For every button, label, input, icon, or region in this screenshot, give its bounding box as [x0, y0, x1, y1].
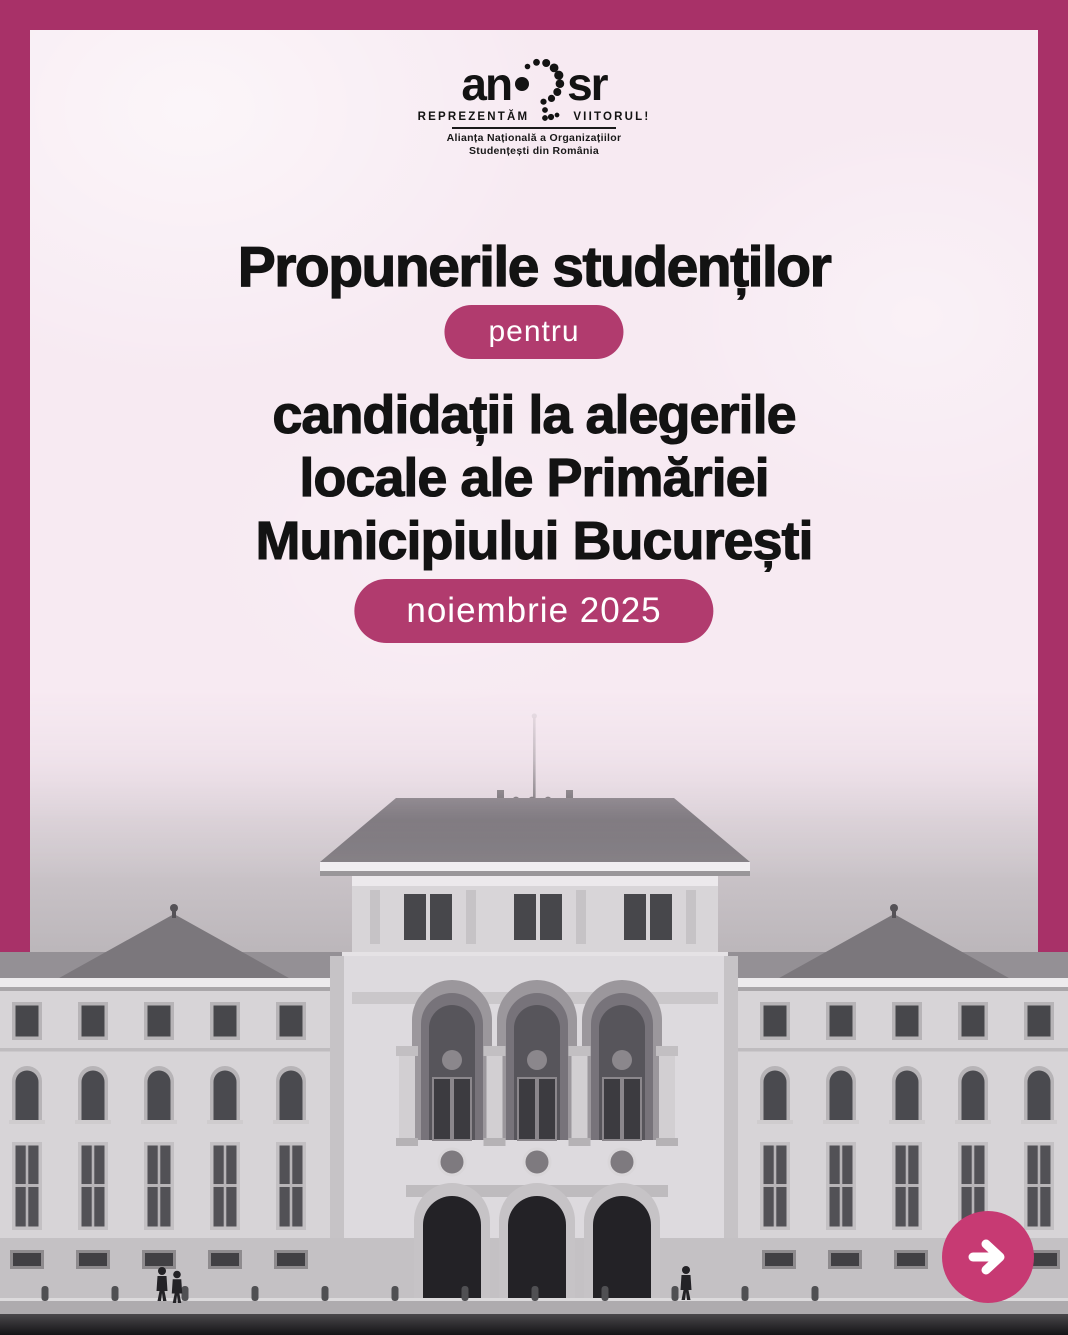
subtitle	[0, 384, 1068, 573]
tagline-dots-icon	[538, 111, 564, 123]
subtitle-line: locale ale Primăriei	[299, 448, 769, 508]
logo-tagline	[0, 111, 1068, 123]
logo-word-start: an	[461, 58, 512, 110]
dot-ring-icon	[512, 58, 566, 108]
city-hall-photo	[0, 690, 1068, 1335]
org-name-line2: Studențești din România	[469, 145, 599, 157]
logo-word-end: sr	[567, 58, 607, 110]
date-badge: noiembrie 2025	[354, 579, 713, 643]
subtitle-line: candidații la alegerile	[272, 385, 796, 445]
next-button[interactable]	[942, 1211, 1034, 1303]
subtitle-line: Municipiului București	[255, 511, 813, 571]
logo-wordmark	[0, 58, 1068, 110]
logo-divider	[452, 127, 616, 129]
logo-tagline-left: REPREZENTĂM	[417, 111, 530, 123]
connector-badge: pentru	[444, 305, 623, 359]
anosr-logo	[0, 58, 1068, 158]
page-title: Propunerile studenților	[237, 235, 831, 299]
logo-tagline-right: VIITORUL!	[573, 111, 651, 123]
arrow-right-icon	[964, 1233, 1012, 1281]
org-name-line1: Alianța Națională a Organizațiilor	[446, 132, 622, 144]
